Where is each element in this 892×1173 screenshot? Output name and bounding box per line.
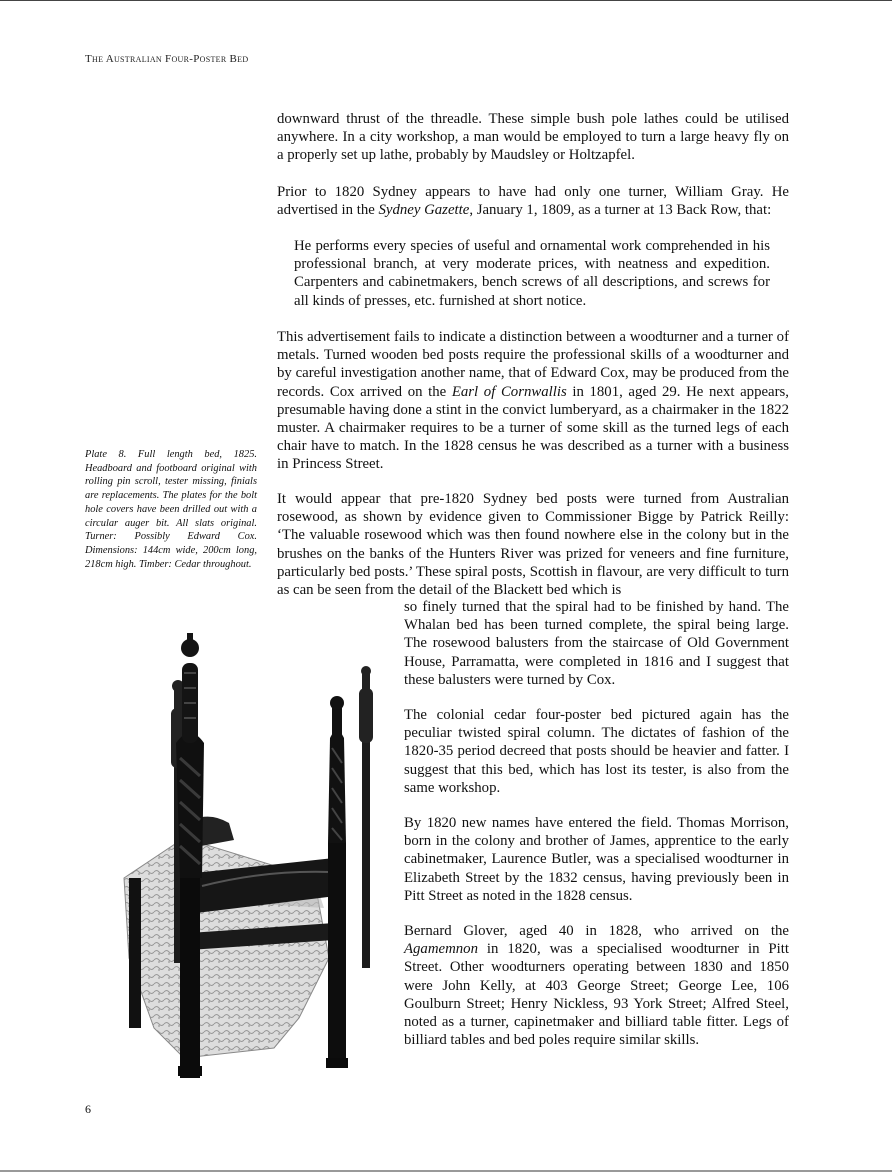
running-head: The Australian Four-Poster Bed bbox=[85, 53, 249, 65]
plate-caption: Plate 8. Full length bed, 1825. Headboard and footboard original with rolling pin scroll, tester missing, finials are replacements. The plates for the bolt hole covers have been drilled out with a circular auger bit. All slats original. Turner: Possibly Edward Cox. Dimensions: 144cm wide, 200cm long, 218cm high. Timber: Cedar throughout. bbox=[85, 449, 257, 570]
paragraph-3 bbox=[277, 328, 789, 474]
page-top-rule bbox=[0, 0, 892, 1]
ship-name-earl-of-cornwallis: Earl of Cornwallis bbox=[451, 383, 567, 400]
paragraph-2 bbox=[277, 183, 789, 219]
block-quote-text: He performs every species of useful and ornamental work comprehended in his professional branch, at very moderate prices, with neatness and expedition. Carpenters and cabinetmakers, bench screws of all descriptions, and screws for all kinds of presses, etc. furnished at short notice. bbox=[294, 238, 770, 309]
paragraph-5-text: The colonial cedar four-poster bed pictured again has the peculiar twisted spiral column. The dictates of fashion of the 1820-35 period decreed that posts should be heavier and fatter. I suggest that this bed, which has lost its tester, is also from the same workshop. bbox=[404, 707, 789, 796]
sydney-gazette-title: Sydney Gazette bbox=[378, 202, 470, 219]
paragraph-4-continued-text: so finely turned that the spiral had to be finished by hand. The Whalan bed has been turned complete, the spiral being large. The rosewood balusters from the staircase of Old Government House, Parramatta, were completed in 1816 and I suggest that these balusters were turned by Cox. bbox=[404, 599, 789, 688]
paragraph-3-text: This advertisement fails to indicate a distinction between a woodturner and a turner of metals. Turned wooden bed posts require the professional skills of a woodturner and by careful investigation another name, that of Edward Cox, may be produced from the records. Cox arrived on the bbox=[277, 329, 789, 400]
page-number: 6 bbox=[85, 1102, 91, 1116]
paragraph-2-text-end: , January 1, 1809, as a turner at 13 Back Row, that: bbox=[469, 202, 772, 219]
paragraph-5 bbox=[404, 706, 789, 797]
page-bottom-rule bbox=[0, 1170, 892, 1172]
paragraph-7 bbox=[404, 922, 789, 1049]
paragraph-2-text: Prior to 1820 Sydney appears to have had only one turner, William Gray. He advertised in the bbox=[277, 184, 789, 219]
paragraph-7-text: Bernard Glover, aged 40 in 1828, who arrived on the bbox=[404, 923, 789, 939]
four-poster-bed-photo bbox=[84, 628, 384, 1078]
paragraph-4-text: It would appear that pre-1820 Sydney bed posts were turned from Australian rosewood, as shown by evidence given to Commissioner Bigge by Patrick Reilly: ‘The valuable rosewood which was then found nowhere else in the colony but in the brushes on the banks of the Hunters River was prized for veneers and fine furniture, particularly bed posts.’ These spiral posts, Scottish in flavour, are very difficult to turn as can be seen from the detail of the Blackett bed which is bbox=[277, 491, 789, 599]
block-quote bbox=[294, 237, 770, 310]
paragraph-7-text-end: in 1820, was a specialised woodturner in Pitt Street. Other woodturners operating between 1830 and 1850 were John Kelly, at 403 George Street; George Lee, 106 Goulburn Street; Henry Nickless, 93 York Street; Alfred Steel, noted as a turner, capinetmaker and billiard table fitter. Legs of billiard tables and bed poles require similar skills. bbox=[404, 941, 789, 1049]
paragraph-4 bbox=[277, 490, 789, 599]
paragraph-6-text: By 1820 new names have entered the field. Thomas Morrison, born in the colony and brother of James, apprentice to the early cabinetmaker, Laurence Butler, was a specialised woodturner in Elizabeth Street by the 1832 census, having previously been in Pitt Street as noted in the 1828 census. bbox=[404, 815, 789, 904]
paragraph-6 bbox=[404, 814, 789, 905]
ship-name-agamemnon: Agamemnon bbox=[404, 941, 478, 958]
paragraph-4-continued bbox=[404, 598, 789, 689]
paragraph-1 bbox=[277, 110, 789, 165]
paragraph-3-text-end: in 1801, aged 29. He next appears, presumable having done a stint in the convict lumberyard, as a chairmaker in the 1822 muster. A chairmaker requires to be a turner of some skill as the turned legs of each chair have to match. In the 1828 census he was described as a turner with a business in Princess Street. bbox=[277, 383, 790, 473]
paragraph-1-text: downward thrust of the threadle. These simple bush pole lathes could be utilised anywhere. In a city workshop, a man would be employed to turn a large heavy fly on a properly set up lathe, probably by Maudsley or Holtzapfel. bbox=[277, 111, 789, 164]
